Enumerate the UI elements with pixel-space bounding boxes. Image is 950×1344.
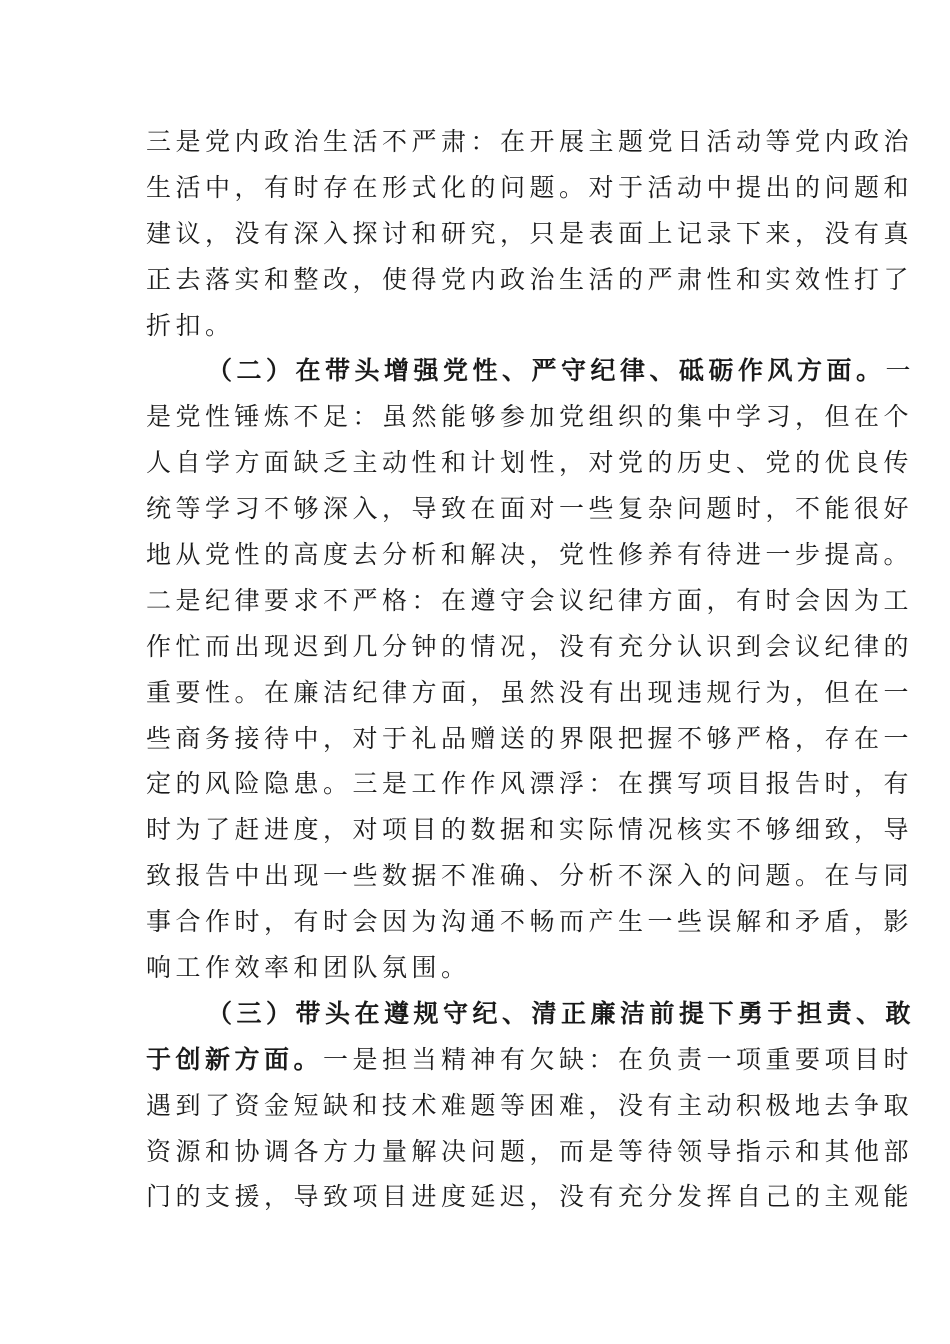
text-line: 统等学习不够深入，导致在面对一些复杂问题时，不能很好 <box>146 494 914 524</box>
text-line: 响工作效率和团队氛围。 <box>146 953 471 983</box>
text-line: 致报告中出现一些数据不准确、分析不深入的问题。在与同 <box>146 861 914 891</box>
text-line: 作忙而出现迟到几分钟的情况，没有充分认识到会议纪律的 <box>146 631 914 661</box>
text-line: 时为了赶进度，对项目的数据和实际情况核实不够细致，导 <box>146 815 914 845</box>
text-line: 地从党性的高度去分析和解决，党性修养有待进一步提高。 <box>146 540 914 570</box>
document-page <box>146 119 916 1220</box>
text-line: 定的风险隐患。三是工作作风漂浮：在撰写项目报告时，有 <box>146 769 914 799</box>
text-line: 门的支援，导致项目进度延迟，没有充分发挥自己的主观能 <box>146 1182 914 1212</box>
section-heading-2-line <box>146 348 916 394</box>
text-line: 人自学方面缺乏主动性和计划性，对党的历史、党的优良传 <box>146 448 914 478</box>
text-line: 是党性锤炼不足：虽然能够参加党组织的集中学习，但在个 <box>146 402 914 432</box>
text-line: 生活中，有时存在形式化的问题。对于活动中提出的问题和 <box>146 172 914 202</box>
text-line: 建议，没有深入探讨和研究，只是表面上记录下来，没有真 <box>146 218 914 248</box>
text-line: 事合作时，有时会因为沟通不畅而产生一些误解和矛盾，影 <box>146 907 914 937</box>
text-segment: 一 <box>885 356 916 386</box>
section-heading-2: （二）在带头增强党性、严守纪律、砥砺作风方面。 <box>207 356 886 386</box>
text-line: 遇到了资金短缺和技术难题等困难，没有主动积极地去争取 <box>146 1090 914 1120</box>
section-heading-3-cont: 于创新方面。 <box>146 1044 324 1074</box>
text-line: 资源和协调各方力量解决问题，而是等待领导指示和其他部 <box>146 1136 914 1166</box>
text-segment: 一是担当精神有欠缺：在负责一项重要项目时 <box>323 1044 914 1074</box>
section-heading-3: （三）带头在遵规守纪、清正廉洁前提下勇于担责、敢 <box>207 998 916 1028</box>
text-line: 二是纪律要求不严格：在遵守会议纪律方面，有时会因为工 <box>146 585 914 615</box>
text-line: 三是党内政治生活不严肃：在开展主题党日活动等党内政治 <box>146 127 914 156</box>
section-heading-3-line <box>146 1037 914 1083</box>
text-line: 重要性。在廉洁纪律方面，虽然没有出现违规行为，但在一 <box>146 677 914 707</box>
text-line: 正去落实和整改，使得党内政治生活的严肃性和实效性打了 <box>146 264 914 294</box>
text-line: 些商务接待中，对于礼品赠送的界限把握不够严格，存在一 <box>146 723 914 753</box>
text-line: 折扣。 <box>146 310 235 340</box>
